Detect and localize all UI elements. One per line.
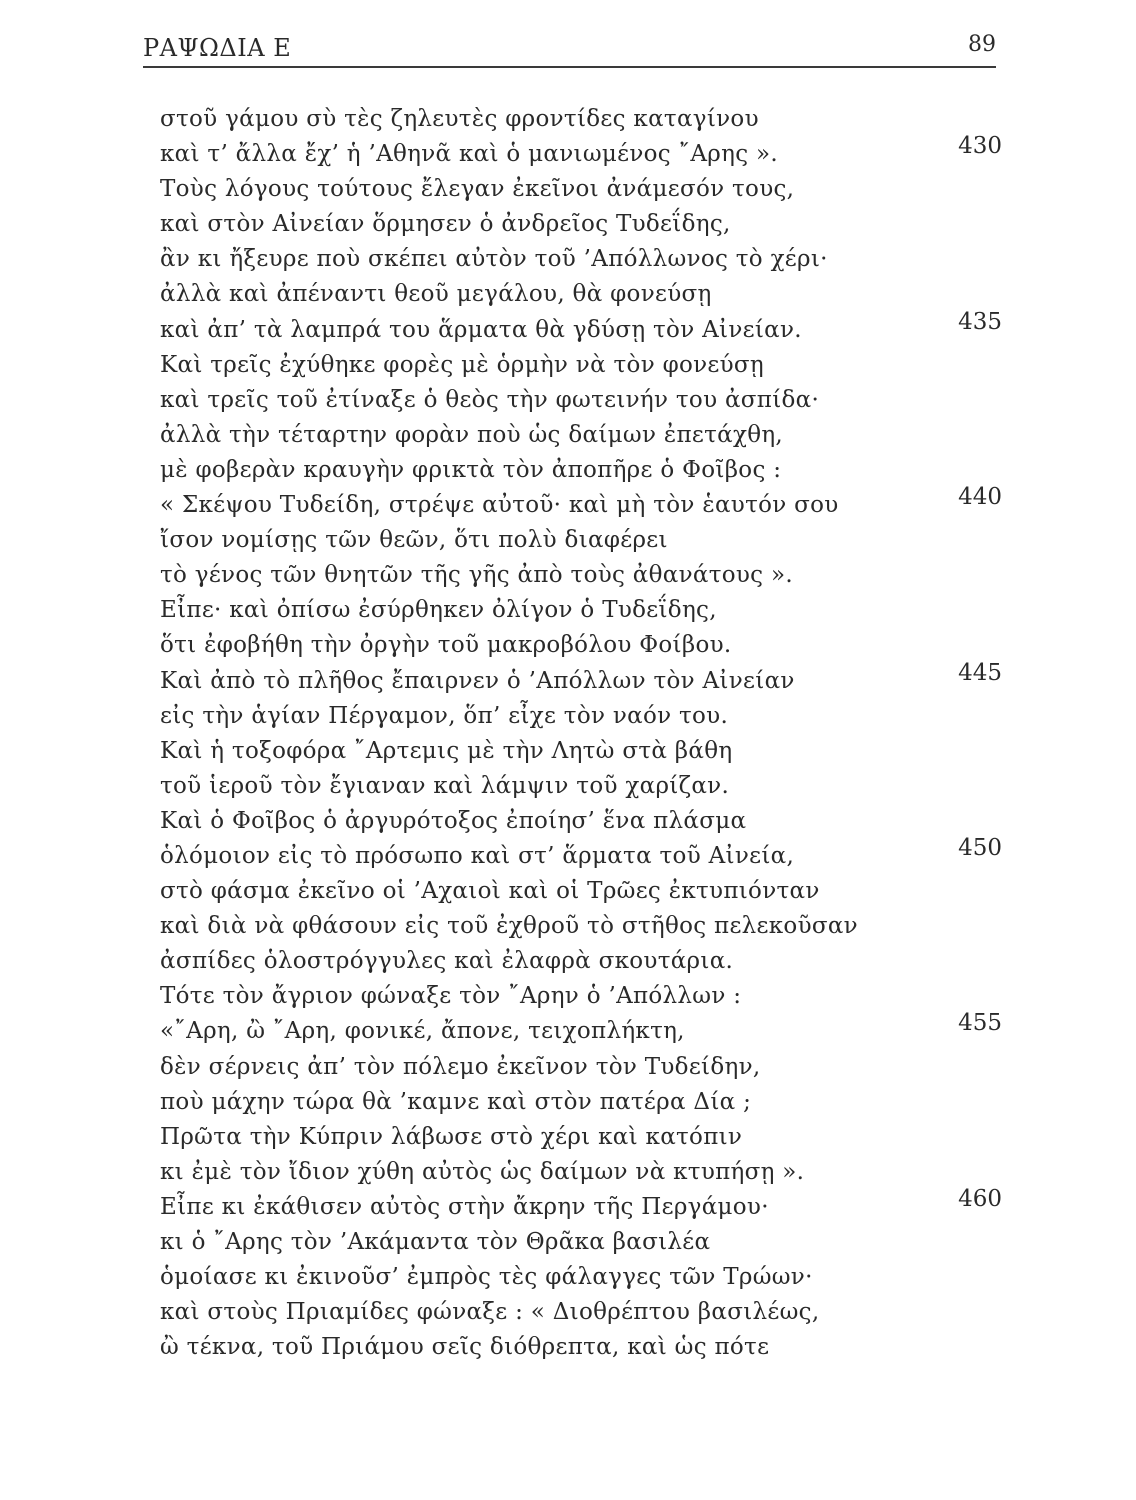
verse-line: [160, 1295, 1020, 1330]
verse-text: « Σκέψου Τυδείδη, στρέψε αὐτοῦ· καὶ μὴ τὸν ἑαυτόν σου: [160, 492, 839, 519]
verse-text: μὲ φοβερὰν κραυγὴν φρικτὰ τὸν ἀποπῆρε ὁ Φοῖβος :: [160, 456, 782, 483]
verse-text: τοῦ ἱεροῦ τὸν ἔγιαναν καὶ λάμψιν τοῦ χαρίζαν.: [160, 772, 730, 799]
verse-line: [160, 1155, 1020, 1190]
verse-text: ὁμοίασε κι ἐκινοῦσ’ ἐμπρὸς τὲς φάλαγγες τῶν Τρώων·: [160, 1264, 813, 1291]
verse-text: Εἶπε· καὶ ὀπίσω ἐσύρθηκεν ὀλίγον ὁ Τυδεΐδης,: [160, 597, 717, 624]
verse-line: [160, 628, 1020, 663]
verse-text: καὶ στὸν Αἰνείαν ὅρμησεν ὁ ἀνδρεῖος Τυδεΐδης,: [160, 211, 731, 238]
verse-line: [160, 804, 1020, 839]
verse-text: ἴσον νομίσῃς τῶν θεῶν, ὅτι πολὺ διαφέρει: [160, 527, 668, 554]
line-number: 455: [958, 1010, 1002, 1037]
verse-text: Καὶ ὁ Φοῖβος ὁ ἀργυρότοξος ἐποίησ’ ἕνα πλάσμα: [160, 807, 747, 834]
verse-line: [160, 242, 1020, 277]
verse-text: Καὶ ἀπὸ τὸ πλῆθος ἔπαιρνεν ὁ ’Απόλλων τὸν Αἰνείαν: [160, 667, 795, 694]
line-number: 460: [958, 1185, 1002, 1212]
verse-text: ἀσπίδες ὁλοστρόγγυλες καὶ ἐλαφρὰ σκουτάρια.: [160, 948, 734, 975]
verse-text: Καὶ ἡ τοξοφόρα ῎Αρτεμις μὲ τὴν Λητὼ στὰ βάθη: [160, 737, 733, 764]
verse-line: [160, 172, 1020, 207]
verse-line: [160, 207, 1020, 242]
verse-line: [160, 874, 1020, 909]
verse-text: καὶ τ’ ἄλλα ἔχ’ ἡ ’Αθηνᾶ καὶ ὁ μανιωμένος ῎Αρης ».: [160, 141, 778, 168]
verse-text: στοῦ γάμου σὺ τὲς ζηλευτὲς φροντίδες καταγίνου: [160, 106, 759, 132]
line-number: 430: [958, 133, 1002, 160]
verse-line: [160, 659, 1020, 699]
verse-line: [160, 979, 1020, 1014]
verse-line: [160, 277, 1020, 312]
verse-line: [160, 1330, 1020, 1365]
verse-block: [160, 102, 1020, 1365]
verse-line: [160, 308, 1020, 348]
verse-line: [160, 834, 1020, 874]
verse-line: [160, 1185, 1020, 1225]
verse-text: Τοὺς λόγους τούτους ἔλεγαν ἐκεῖνοι ἀνάμεσόν τους,: [160, 176, 795, 203]
verse-line: [160, 734, 1020, 769]
verse-line: [160, 769, 1020, 804]
verse-line: [160, 1120, 1020, 1155]
verse-line: [160, 383, 1020, 418]
verse-line: [160, 1010, 1020, 1049]
verse-text: Εἶπε κι ἐκάθισεν αὐτὸς στὴν ἄκρην τῆς Περγάμου·: [160, 1193, 769, 1220]
verse-line: [160, 558, 1020, 593]
verse-line: [160, 909, 1020, 944]
line-number: 435: [958, 308, 1002, 335]
line-number: 445: [958, 659, 1002, 686]
line-number: 450: [958, 834, 1002, 861]
verse-text: καὶ διὰ νὰ φθάσουν εἰς τοῦ ἐχθροῦ τὸ στῆθος πελεκοῦσαν: [160, 913, 858, 940]
running-title: ΡΑΨΩΔΙΑ Ε: [143, 34, 292, 62]
verse-text: ὅτι ἐφοβήθη τὴν ὀργὴν τοῦ μακροβόλου Φοίβου.: [160, 632, 732, 659]
verse-text: Τότε τὸν ἄγριον φώναξε τὸν ῎Αρην ὁ ’Απόλλων :: [160, 983, 742, 1010]
verse-text: ἂν κι ἤξευρε ποὺ σκέπει αὐτὸν τοῦ ’Απόλλωνος τὸ χέρι·: [160, 246, 828, 273]
verse-line: [160, 484, 1020, 523]
verse-text: ἀλλὰ καὶ ἀπέναντι θεοῦ μεγάλου, θὰ φονεύσῃ: [160, 281, 712, 308]
verse-line: [160, 1050, 1020, 1085]
line-number: 440: [958, 484, 1002, 511]
verse-text: καὶ στοὺς Πριαμίδες φώναξε : « Διοθρέπτου βασιλέως,: [160, 1299, 820, 1326]
verse-line: [160, 1260, 1020, 1295]
verse-line: [160, 1085, 1020, 1120]
verse-line: [160, 944, 1020, 979]
verse-text: καὶ τρεῖς τοῦ ἐτίναξε ὁ θεὸς τὴν φωτεινήν του ἀσπίδα·: [160, 386, 820, 413]
verse-line: [160, 418, 1020, 453]
verse-text: καὶ ἀπ’ τὰ λαμπρά του ἅρματα θὰ γδύσῃ τὸν Αἰνείαν.: [160, 316, 802, 343]
verse-line: [160, 133, 1020, 172]
verse-text: «῎Αρη, ὢ ῎Αρη, φονικέ, ἄπονε, τειχοπλήκτη,: [160, 1018, 685, 1045]
verse-line: [160, 102, 1020, 137]
verse-text: εἰς τὴν ἁγίαν Πέργαμον, ὅπ’ εἶχε τὸν ναόν του.: [160, 702, 729, 729]
verse-line: [160, 348, 1020, 383]
verse-text: κι ἐμὲ τὸν ἴδιον χύθη αὐτὸς ὡς δαίμων νὰ κτυπήσῃ ».: [160, 1158, 805, 1185]
verse-text: κι ὁ ῎Αρης τὸν ’Ακάμαντα τὸν Θρᾶκα βασιλέα: [160, 1229, 711, 1255]
verse-line: [160, 1225, 1020, 1260]
verse-line: [160, 593, 1020, 628]
verse-line: [160, 523, 1020, 558]
verse-text: δὲν σέρνεις ἀπ’ τὸν πόλεμο ἐκεῖνον τὸν Τυδείδην,: [160, 1053, 761, 1080]
page-number: 89: [968, 32, 996, 57]
verse-text: ἀλλὰ τὴν τέταρτην φορὰν ποὺ ὡς δαίμων ἐπετάχθη,: [160, 421, 784, 448]
page-header: [143, 30, 996, 68]
verse-text: Καὶ τρεῖς ἐχύθηκε φορὲς μὲ ὁρμὴν νὰ τὸν φονεύσῃ: [160, 351, 765, 378]
verse-text: ὁλόμοιον εἰς τὸ πρόσωπο καὶ στ’ ἅρματα τοῦ Αἰνεία,: [160, 842, 795, 869]
verse-text: τὸ γένος τῶν θνητῶν τῆς γῆς ἀπὸ τοὺς ἀθανάτους ».: [160, 562, 793, 589]
verse-line: [160, 453, 1020, 488]
verse-line: [160, 699, 1020, 734]
verse-text: στὸ φάσμα ἐκεῖνο οἱ ’Αχαιοὶ καὶ οἱ Τρῶες ἐκτυπιόνταν: [160, 878, 820, 905]
verse-text: ὢ τέκνα, τοῦ Πριάμου σεῖς διόθρεπτα, καὶ ὡς πότε: [160, 1334, 770, 1361]
verse-text: Πρῶτα τὴν Κύπριν λάβωσε στὸ χέρι καὶ κατόπιν: [160, 1123, 743, 1150]
verse-text: ποὺ μάχην τώρα θὰ ’καμνε καὶ στὸν πατέρα Δία ;: [160, 1088, 752, 1115]
